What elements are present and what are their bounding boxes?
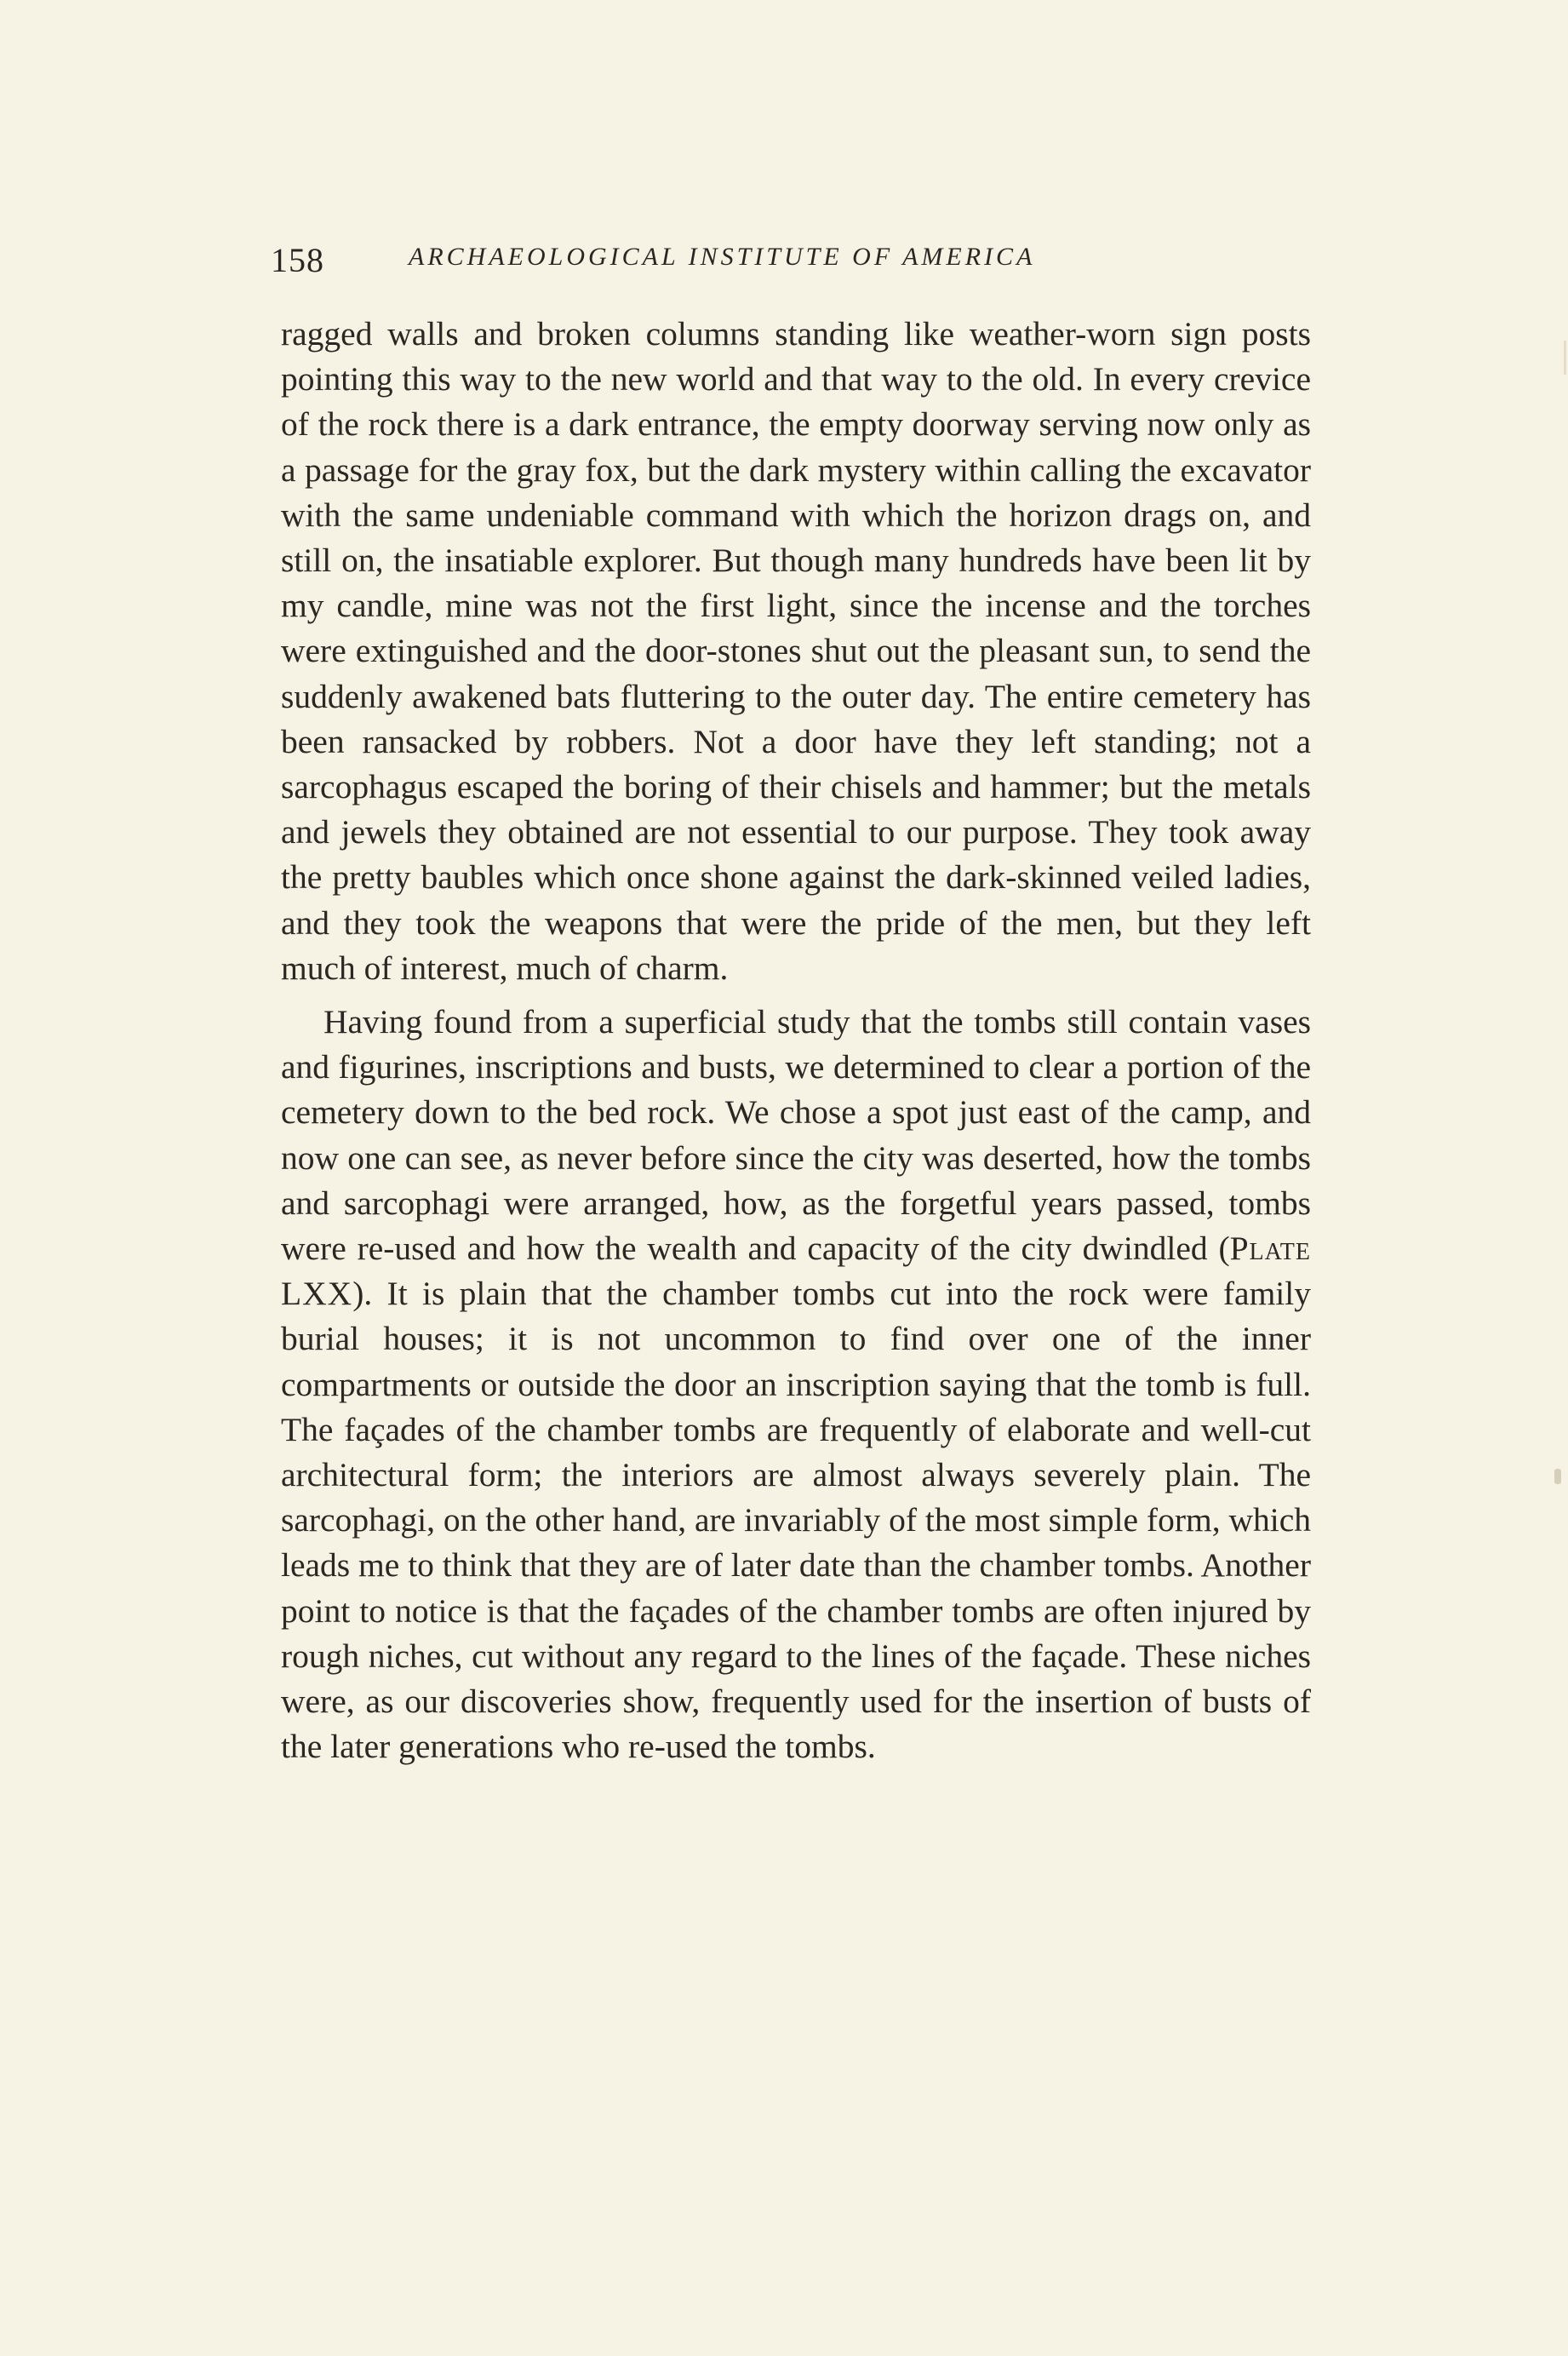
paragraph-2-part-a: Having found from a superficial study that the tombs still contain vases and figurines, inscriptions and busts, we determined to clear a portion of the cemetery down to the bed rock. We chose a spot just east of the camp, and now one can see, as never before since the city was deserted, how the tombs and sarcophagi were arranged, how, as the forgetful years passed, tombs were re-used and how the wealth and capacity of the city dwindled ( xyxy=(281,1003,1311,1268)
running-head: ARCHAEOLOGICAL INSTITUTE OF AMERICA xyxy=(409,243,1036,271)
paragraph-2 xyxy=(281,1000,1311,1769)
page-edge-shadow xyxy=(1564,341,1566,375)
page-edge-mark xyxy=(1554,1469,1561,1484)
body-text xyxy=(281,312,1311,1770)
paragraph-2-part-b: ). It is plain that the chamber tombs cut into the rock were family burial houses; it is not uncommon to find over one of the inner compartments or outside the door an inscription saying that the tomb is full. The façades of the chamber tombs are frequently of elaborate and well-cut architectural form; the interiors are almost always severely plain. The sarcophagi, on the other hand, are invariably of the most simple form, which leads me to think that they are of later date than the chamber tombs. Another point to notice is that the façades of the chamber tombs are often injured by rough niches, cut without any regard to the lines of the façade. These niches were, as our discoveries show, frequently used for the insertion of busts of the later generations who re-used the tombs. xyxy=(281,1275,1311,1766)
page-number: 158 xyxy=(271,241,324,279)
plate-reference: Plate LXX xyxy=(281,1230,1311,1313)
page-header xyxy=(271,240,1343,283)
paragraph-1: ragged walls and broken columns standing like weather-worn sign posts pointing this way to the new world and that way to the old. In every crevice of the rock there is a dark entrance, the empty doorway serving now only as a passage for the gray fox, but the dark mystery within calling the excavator with the same undeniable command with which the horizon drags on, and still on, the insatiable explorer. But though many hundreds have been lit by my candle, mine was not the first light, since the incense and the torches were extinguished and the door-stones shut out the pleasant sun, to send the suddenly awakened bats fluttering to the outer day. The entire cemetery has been ransacked by robbers. Not a door have they left standing; not a sarcophagus escaped the boring of their chisels and hammer; but the metals and jewels they obtained are not essential to our purpose. They took away the pretty baubles which once shone against the dark-skinned veiled ladies, and they took the weapons that were the pride of the men, but they left much of interest, much of charm. xyxy=(281,315,1311,987)
